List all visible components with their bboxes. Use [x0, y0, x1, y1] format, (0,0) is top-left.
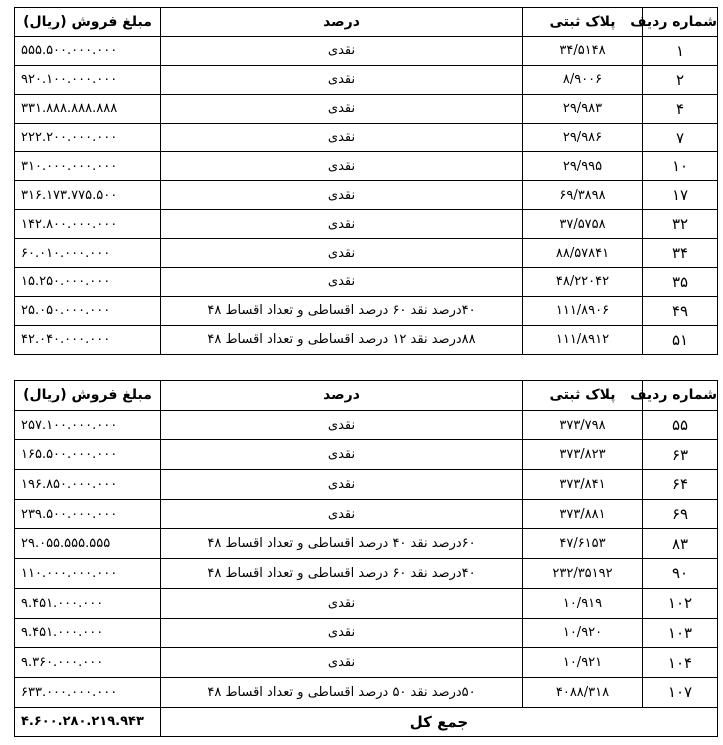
table-row	[15, 325, 718, 354]
cell-row-no: ۱۰۷	[643, 677, 718, 707]
cell-percent: نقدی	[161, 152, 523, 181]
cell-percent: نقدی	[161, 410, 523, 440]
cell-row-no: ۳۴	[643, 239, 718, 268]
header-percent: درصد	[161, 8, 523, 37]
cell-amount: ۲۹.۰۵۵.۵۵۵.۵۵۵	[15, 529, 161, 559]
cell-percent: نقدی	[161, 123, 523, 152]
cell-plate: ۱۰/۹۲۱	[523, 648, 643, 678]
cell-percent: نقدی	[161, 94, 523, 123]
cell-plate: ۳۷۳/۸۲۳	[523, 440, 643, 470]
header-row-no: شماره ردیف	[643, 8, 718, 37]
table-row	[15, 618, 718, 648]
cell-plate: ۲۹/۹۹۵	[523, 152, 643, 181]
header-row	[15, 8, 718, 37]
cell-row-no: ۶۴	[643, 470, 718, 500]
table-row	[15, 65, 718, 94]
cell-plate: ۳۷۳/۸۴۱	[523, 470, 643, 500]
cell-amount: ۹.۳۶۰.۰۰۰.۰۰۰	[15, 648, 161, 678]
cell-row-no: ۳۵	[643, 268, 718, 297]
table-row	[15, 239, 718, 268]
cell-row-no: ۶۹	[643, 499, 718, 529]
cell-plate: ۲۹/۹۸۶	[523, 123, 643, 152]
cell-row-no: ۴۹	[643, 296, 718, 325]
cell-amount: ۳۳۱.۸۸۸.۸۸۸.۸۸۸	[15, 94, 161, 123]
cell-percent: نقدی	[161, 65, 523, 94]
cell-plate: ۴۰۸۸/۳۱۸	[523, 677, 643, 707]
cell-percent: نقدی	[161, 268, 523, 297]
table-row	[15, 588, 718, 618]
cell-plate: ۱۰/۹۱۹	[523, 588, 643, 618]
cell-percent: نقدی	[161, 618, 523, 648]
cell-percent: نقدی	[161, 588, 523, 618]
cell-row-no: ۵۵	[643, 410, 718, 440]
cell-plate: ۸/۹۰۰۶	[523, 65, 643, 94]
cell-plate: ۱۱۱/۸۹۰۶	[523, 296, 643, 325]
cell-plate: ۲۹/۹۸۳	[523, 94, 643, 123]
cell-amount: ۱۴۲.۸۰۰.۰۰۰.۰۰۰	[15, 210, 161, 239]
table-row	[15, 123, 718, 152]
table-row	[15, 410, 718, 440]
total-amount: ۴.۶۰۰.۲۸۰.۲۱۹.۹۴۳	[15, 707, 161, 737]
table-row	[15, 210, 718, 239]
cell-row-no: ۹۰	[643, 559, 718, 589]
sales-table-2	[14, 380, 718, 737]
header-plate: پلاک ثبتی	[523, 8, 643, 37]
cell-row-no: ۱۰	[643, 152, 718, 181]
cell-row-no: ۱۰۲	[643, 588, 718, 618]
table-row	[15, 36, 718, 65]
cell-plate: ۳۴/۵۱۴۸	[523, 36, 643, 65]
cell-percent: نقدی	[161, 470, 523, 500]
cell-amount: ۲۲۲.۲۰۰.۰۰۰.۰۰۰	[15, 123, 161, 152]
cell-percent: ۶۰درصد نقد ۴۰ درصد اقساطی و تعداد اقساط ۴۸	[161, 529, 523, 559]
table-row	[15, 181, 718, 210]
cell-amount: ۱۱۰.۰۰۰.۰۰۰.۰۰۰	[15, 559, 161, 589]
cell-row-no: ۳۲	[643, 210, 718, 239]
table-row	[15, 296, 718, 325]
cell-row-no: ۸۳	[643, 529, 718, 559]
cell-percent: نقدی	[161, 499, 523, 529]
cell-plate: ۸۸/۵۷۸۴۱	[523, 239, 643, 268]
cell-amount: ۲۵.۰۵۰.۰۰۰.۰۰۰	[15, 296, 161, 325]
cell-percent: نقدی	[161, 210, 523, 239]
table-row	[15, 559, 718, 589]
cell-percent: ۴۰درصد نقد ۶۰ درصد اقساطی و تعداد اقساط ۴۸	[161, 296, 523, 325]
cell-amount: ۲۵۷.۱۰۰.۰۰۰.۰۰۰	[15, 410, 161, 440]
cell-amount: ۲۳۹.۵۰۰.۰۰۰.۰۰۰	[15, 499, 161, 529]
cell-row-no: ۱	[643, 36, 718, 65]
total-label: جمع کل	[161, 707, 718, 737]
cell-plate: ۳۷۳/۸۸۱	[523, 499, 643, 529]
cell-percent: نقدی	[161, 36, 523, 65]
table-row	[15, 470, 718, 500]
cell-amount: ۱۶۵.۵۰۰.۰۰۰.۰۰۰	[15, 440, 161, 470]
table-row	[15, 648, 718, 678]
cell-percent: نقدی	[161, 239, 523, 268]
cell-row-no: ۱۰۳	[643, 618, 718, 648]
cell-amount: ۵۵۵.۵۰۰.۰۰۰.۰۰۰	[15, 36, 161, 65]
header-row	[15, 381, 718, 411]
cell-amount: ۶۳۳.۰۰۰.۰۰۰.۰۰۰	[15, 677, 161, 707]
header-row-no: شماره ردیف	[643, 381, 718, 411]
cell-plate: ۴۸/۲۲۰۴۲	[523, 268, 643, 297]
header-plate: پلاک ثبتی	[523, 381, 643, 411]
cell-row-no: ۴	[643, 94, 718, 123]
table-row	[15, 268, 718, 297]
cell-row-no: ۵۱	[643, 325, 718, 354]
cell-amount: ۴۲.۰۴۰.۰۰۰.۰۰۰	[15, 325, 161, 354]
cell-row-no: ۶۳	[643, 440, 718, 470]
cell-percent: ۴۰درصد نقد ۶۰ درصد اقساطی و تعداد اقساط ۴۸	[161, 559, 523, 589]
cell-plate: ۱۰/۹۲۰	[523, 618, 643, 648]
cell-plate: ۲۳۲/۳۵۱۹۲	[523, 559, 643, 589]
table-row	[15, 440, 718, 470]
cell-plate: ۳۷۳/۷۹۸	[523, 410, 643, 440]
cell-amount: ۳۱۶.۱۷۳.۷۷۵.۵۰۰	[15, 181, 161, 210]
cell-percent: ۵۰درصد نقد ۵۰ درصد اقساطی و تعداد اقساط ۴۸	[161, 677, 523, 707]
table-row	[15, 152, 718, 181]
cell-percent: ۸۸درصد نقد ۱۲ درصد اقساطی و تعداد اقساط ۴۸	[161, 325, 523, 354]
cell-percent: نقدی	[161, 181, 523, 210]
header-amount: مبلغ فروش (ريال)	[15, 381, 161, 411]
table-row	[15, 529, 718, 559]
table-row	[15, 94, 718, 123]
header-amount: مبلغ فروش (ریال)	[15, 8, 161, 37]
cell-percent: نقدی	[161, 440, 523, 470]
table-row	[15, 499, 718, 529]
cell-amount: ۶۰.۰۱۰.۰۰۰.۰۰۰	[15, 239, 161, 268]
cell-amount: ۱۹۶.۸۵۰.۰۰۰.۰۰۰	[15, 470, 161, 500]
cell-row-no: ۲	[643, 65, 718, 94]
cell-amount: ۹۲۰.۱۰۰.۰۰۰.۰۰۰	[15, 65, 161, 94]
cell-row-no: ۱۷	[643, 181, 718, 210]
cell-plate: ۳۷/۵۷۵۸	[523, 210, 643, 239]
total-row	[15, 707, 718, 737]
cell-percent: نقدی	[161, 648, 523, 678]
cell-amount: ۹.۴۵۱.۰۰۰.۰۰۰	[15, 618, 161, 648]
cell-plate: ۴۷/۶۱۵۳	[523, 529, 643, 559]
header-percent: درصد	[161, 381, 523, 411]
cell-amount: ۱۵.۲۵۰.۰۰۰.۰۰۰	[15, 268, 161, 297]
cell-amount: ۹.۴۵۱.۰۰۰.۰۰۰	[15, 588, 161, 618]
sales-table-1	[14, 7, 718, 355]
cell-amount: ۳۱۰.۰۰۰.۰۰۰.۰۰۰	[15, 152, 161, 181]
cell-row-no: ۷	[643, 123, 718, 152]
cell-row-no: ۱۰۴	[643, 648, 718, 678]
cell-plate: ۶۹/۳۸۹۸	[523, 181, 643, 210]
table-row	[15, 677, 718, 707]
cell-plate: ۱۱۱/۸۹۱۲	[523, 325, 643, 354]
